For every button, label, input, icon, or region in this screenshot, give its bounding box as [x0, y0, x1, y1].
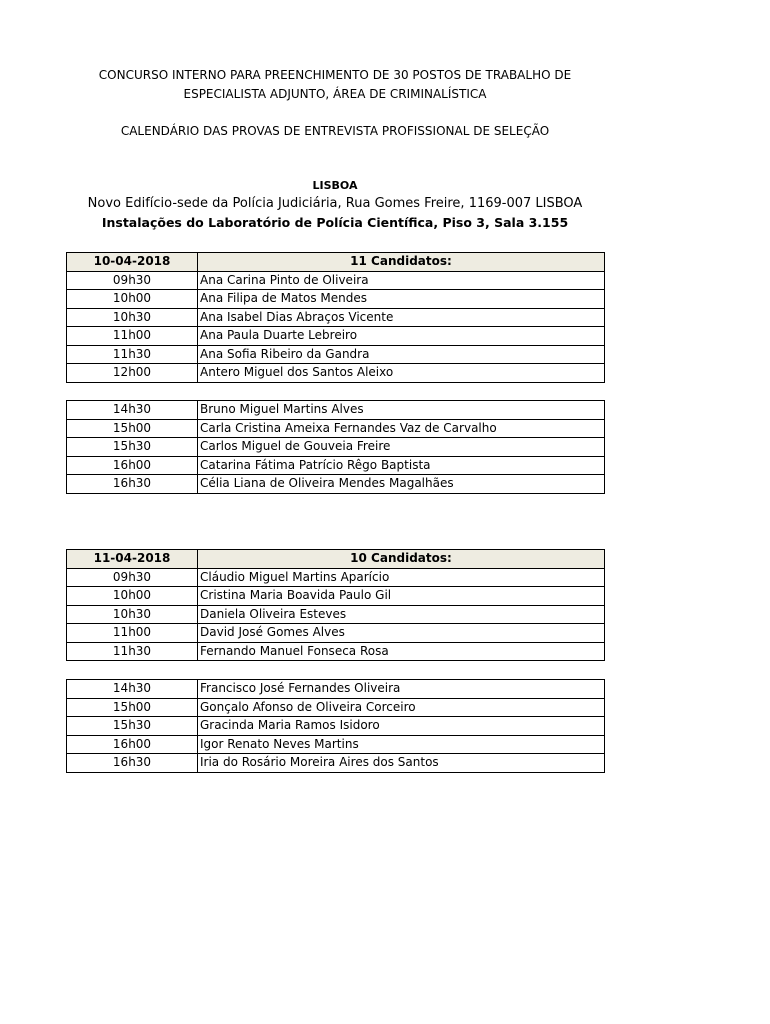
day-1-morning-table: [66, 252, 605, 383]
day-1-candidate-count: 11 Candidatos:: [198, 253, 605, 272]
candidate-name: Daniela Oliveira Esteves: [198, 605, 605, 624]
interview-time: 16h00: [67, 735, 198, 754]
candidate-name: Ana Sofia Ribeiro da Gandra: [198, 345, 605, 364]
table-row: [67, 271, 605, 290]
table-row: [67, 419, 605, 438]
table-row: [67, 642, 605, 661]
interview-time: 14h30: [67, 401, 198, 420]
interview-time: 15h30: [67, 438, 198, 457]
interview-time: 12h00: [67, 364, 198, 383]
table-row: [67, 364, 605, 383]
location-line: Instalações do Laboratório de Polícia Científica, Piso 3, Sala 3.155: [101, 215, 569, 230]
table-row: [67, 735, 605, 754]
interview-time: 14h30: [67, 680, 198, 699]
table-row: [67, 327, 605, 346]
candidate-name: Gonçalo Afonso de Oliveira Corceiro: [198, 698, 605, 717]
candidate-name: Ana Filipa de Matos Mendes: [198, 290, 605, 309]
interview-time: 15h30: [67, 717, 198, 736]
table-row: [67, 680, 605, 699]
day-1-date: 10-04-2018: [67, 253, 198, 272]
candidate-name: Catarina Fátima Patrício Rêgo Baptista: [198, 456, 605, 475]
day-2-morning-table: [66, 549, 605, 661]
interview-time: 10h30: [67, 605, 198, 624]
table-row: [67, 698, 605, 717]
candidate-name: Francisco José Fernandes Oliveira: [198, 680, 605, 699]
table-row: [67, 754, 605, 773]
document-title-line-1: CONCURSO INTERNO PARA PREENCHIMENTO DE 30 POSTOS DE TRABALHO DE: [98, 68, 572, 82]
candidate-name: Fernando Manuel Fonseca Rosa: [198, 642, 605, 661]
candidate-name: Ana Isabel Dias Abraços Vicente: [198, 308, 605, 327]
interview-time: 11h30: [67, 642, 198, 661]
interview-time: 16h30: [67, 754, 198, 773]
candidate-name: Iria do Rosário Moreira Aires dos Santos: [198, 754, 605, 773]
interview-time: 16h30: [67, 475, 198, 494]
table-row: [67, 475, 605, 494]
interview-time: 10h30: [67, 308, 198, 327]
table-row: [67, 290, 605, 309]
table-row: [67, 605, 605, 624]
interview-time: 11h30: [67, 345, 198, 364]
candidate-name: David José Gomes Alves: [198, 624, 605, 643]
table-row: [67, 401, 605, 420]
table-row: [67, 345, 605, 364]
day-2-date: 11-04-2018: [67, 550, 198, 569]
table-row: [67, 624, 605, 643]
candidate-name: Ana Paula Duarte Lebreiro: [198, 327, 605, 346]
day-2-candidate-count: 10 Candidatos:: [198, 550, 605, 569]
table-row: [67, 568, 605, 587]
interview-time: 09h30: [67, 568, 198, 587]
day-1-afternoon-table: [66, 400, 605, 494]
candidate-name: Antero Miguel dos Santos Aleixo: [198, 364, 605, 383]
table-row: [67, 438, 605, 457]
candidate-name: Ana Carina Pinto de Oliveira: [198, 271, 605, 290]
interview-time: 10h00: [67, 290, 198, 309]
document-subtitle: CALENDÁRIO DAS PROVAS DE ENTREVISTA PROFISSIONAL DE SELEÇÃO: [120, 124, 550, 138]
candidate-name: Gracinda Maria Ramos Isidoro: [198, 717, 605, 736]
document-title-line-2: ESPECIALISTA ADJUNTO, ÁREA DE CRIMINALÍSTICA: [183, 87, 487, 101]
city-heading: LISBOA: [312, 179, 358, 192]
table-row: [67, 587, 605, 606]
interview-time: 16h00: [67, 456, 198, 475]
interview-time: 11h00: [67, 624, 198, 643]
day-2-afternoon-table: [66, 679, 605, 773]
candidate-name: Cláudio Miguel Martins Aparício: [198, 568, 605, 587]
candidate-name: Igor Renato Neves Martins: [198, 735, 605, 754]
candidate-name: Carla Cristina Ameixa Fernandes Vaz de Carvalho: [198, 419, 605, 438]
table-row: [67, 717, 605, 736]
candidate-name: Célia Liana de Oliveira Mendes Magalhães: [198, 475, 605, 494]
interview-time: 09h30: [67, 271, 198, 290]
interview-time: 15h00: [67, 698, 198, 717]
table-row: [67, 308, 605, 327]
interview-time: 10h00: [67, 587, 198, 606]
table-row: [67, 456, 605, 475]
day-1-header-row: [67, 253, 605, 272]
day-2-header-row: [67, 550, 605, 569]
interview-time: 15h00: [67, 419, 198, 438]
candidate-name: Cristina Maria Boavida Paulo Gil: [198, 587, 605, 606]
candidate-name: Bruno Miguel Martins Alves: [198, 401, 605, 420]
interview-time: 11h00: [67, 327, 198, 346]
address-line: Novo Edifício-sede da Polícia Judiciária, Rua Gomes Freire, 1169-007 LISBOA: [87, 196, 583, 211]
candidate-name: Carlos Miguel de Gouveia Freire: [198, 438, 605, 457]
